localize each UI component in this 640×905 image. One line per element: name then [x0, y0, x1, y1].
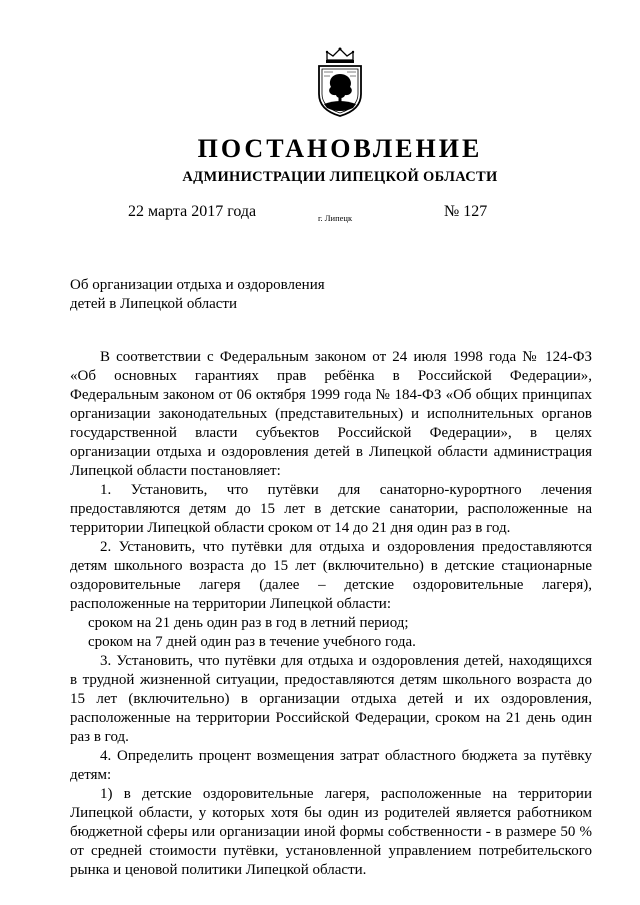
body-line: предоставляются детям до 15 лет в детские санатории, расположенные на — [70, 501, 592, 517]
body-line: 2. Установить, что путёвки для отдыха и оздоровления предоставляются — [100, 539, 592, 555]
body-line: В соответствии с Федеральным законом от 24 июля 1998 года № 124-ФЗ — [100, 349, 592, 365]
body-line: 3. Установить, что путёвки для отдыха и оздоровления детей, находящихся — [100, 653, 592, 669]
body-line: бюджетной сферы или организации иной формы собственности - в размере 50 % — [70, 824, 592, 840]
body-line: 15 лет (включительно) в организации отдыха детей и их оздоровления, — [70, 691, 592, 707]
body-line: раз в год. — [70, 729, 129, 745]
heading-line: детей в Липецкой области — [70, 296, 237, 312]
body-line: 1. Установить, что путёвки для санаторно-курортного лечения — [100, 482, 592, 498]
body-line: детям школьного возраста до 15 лет (включительно) в детские стационарные — [70, 558, 592, 574]
body-line: организации законодательных (представительных) и исполнительных органов — [70, 406, 592, 422]
body-line: оздоровительные лагеря (далее – детские оздоровительные лагеря), — [70, 577, 592, 593]
document-title: ПОСТАНОВЛЕНИЕ — [197, 134, 483, 163]
body-line: расположенные на территории Российской Федерации, сроком на 21 день один — [70, 710, 592, 726]
body-line: сроком на 21 день один раз в год в летний период; — [88, 615, 409, 631]
lipetsk-coat-of-arms-icon — [313, 46, 367, 118]
body-line: 1) в детские оздоровительные лагеря, расположенные на территории — [100, 786, 592, 802]
body-line: Федеральным законом от 06 октября 1999 года № 184-ФЗ «Об общих принципах — [70, 387, 592, 403]
body-line: Липецкой области постановляет: — [70, 463, 281, 479]
body-line: детям: — [70, 767, 112, 783]
body-line: в трудной жизненной ситуации, предоставляются детям школьного возраста до — [70, 672, 592, 688]
body-line: рынка и ценовой политики Липецкой области. — [70, 862, 367, 878]
body-line: организации отдыха и оздоровления детей в Липецкой области администрация — [70, 444, 592, 460]
document-date: 22 марта 2017 года — [128, 203, 257, 220]
body-line: от средней стоимости путёвки, установленной управлением потребительского — [70, 843, 592, 859]
document-subtitle: АДМИНИСТРАЦИИ ЛИПЕЦКОЙ ОБЛАСТИ — [182, 169, 498, 185]
body-line: «Об основных гарантиях прав ребёнка в Российской Федерации», — [70, 368, 592, 384]
body-line: 4. Определить процент возмещения затрат областного бюджета за путёвку — [100, 748, 592, 764]
document-number: № 127 — [444, 203, 488, 220]
document-heading — [70, 276, 370, 314]
body-line: государственной власти субъектов Российской Федерации», в целях — [70, 425, 592, 441]
document-city: г. Липецк — [318, 213, 353, 223]
body-line: Липецкой области, у которых хотя бы один из родителей является работником — [70, 805, 592, 821]
body-line: расположенные на территории Липецкой области: — [70, 596, 391, 612]
document-body — [70, 348, 592, 880]
heading-line: Об организации отдыха и оздоровления — [70, 277, 325, 293]
body-line: территории Липецкой области сроком от 14 до 21 дня один раз в год. — [70, 520, 511, 536]
body-line: сроком на 7 дней один раз в течение учебного года. — [88, 634, 416, 650]
